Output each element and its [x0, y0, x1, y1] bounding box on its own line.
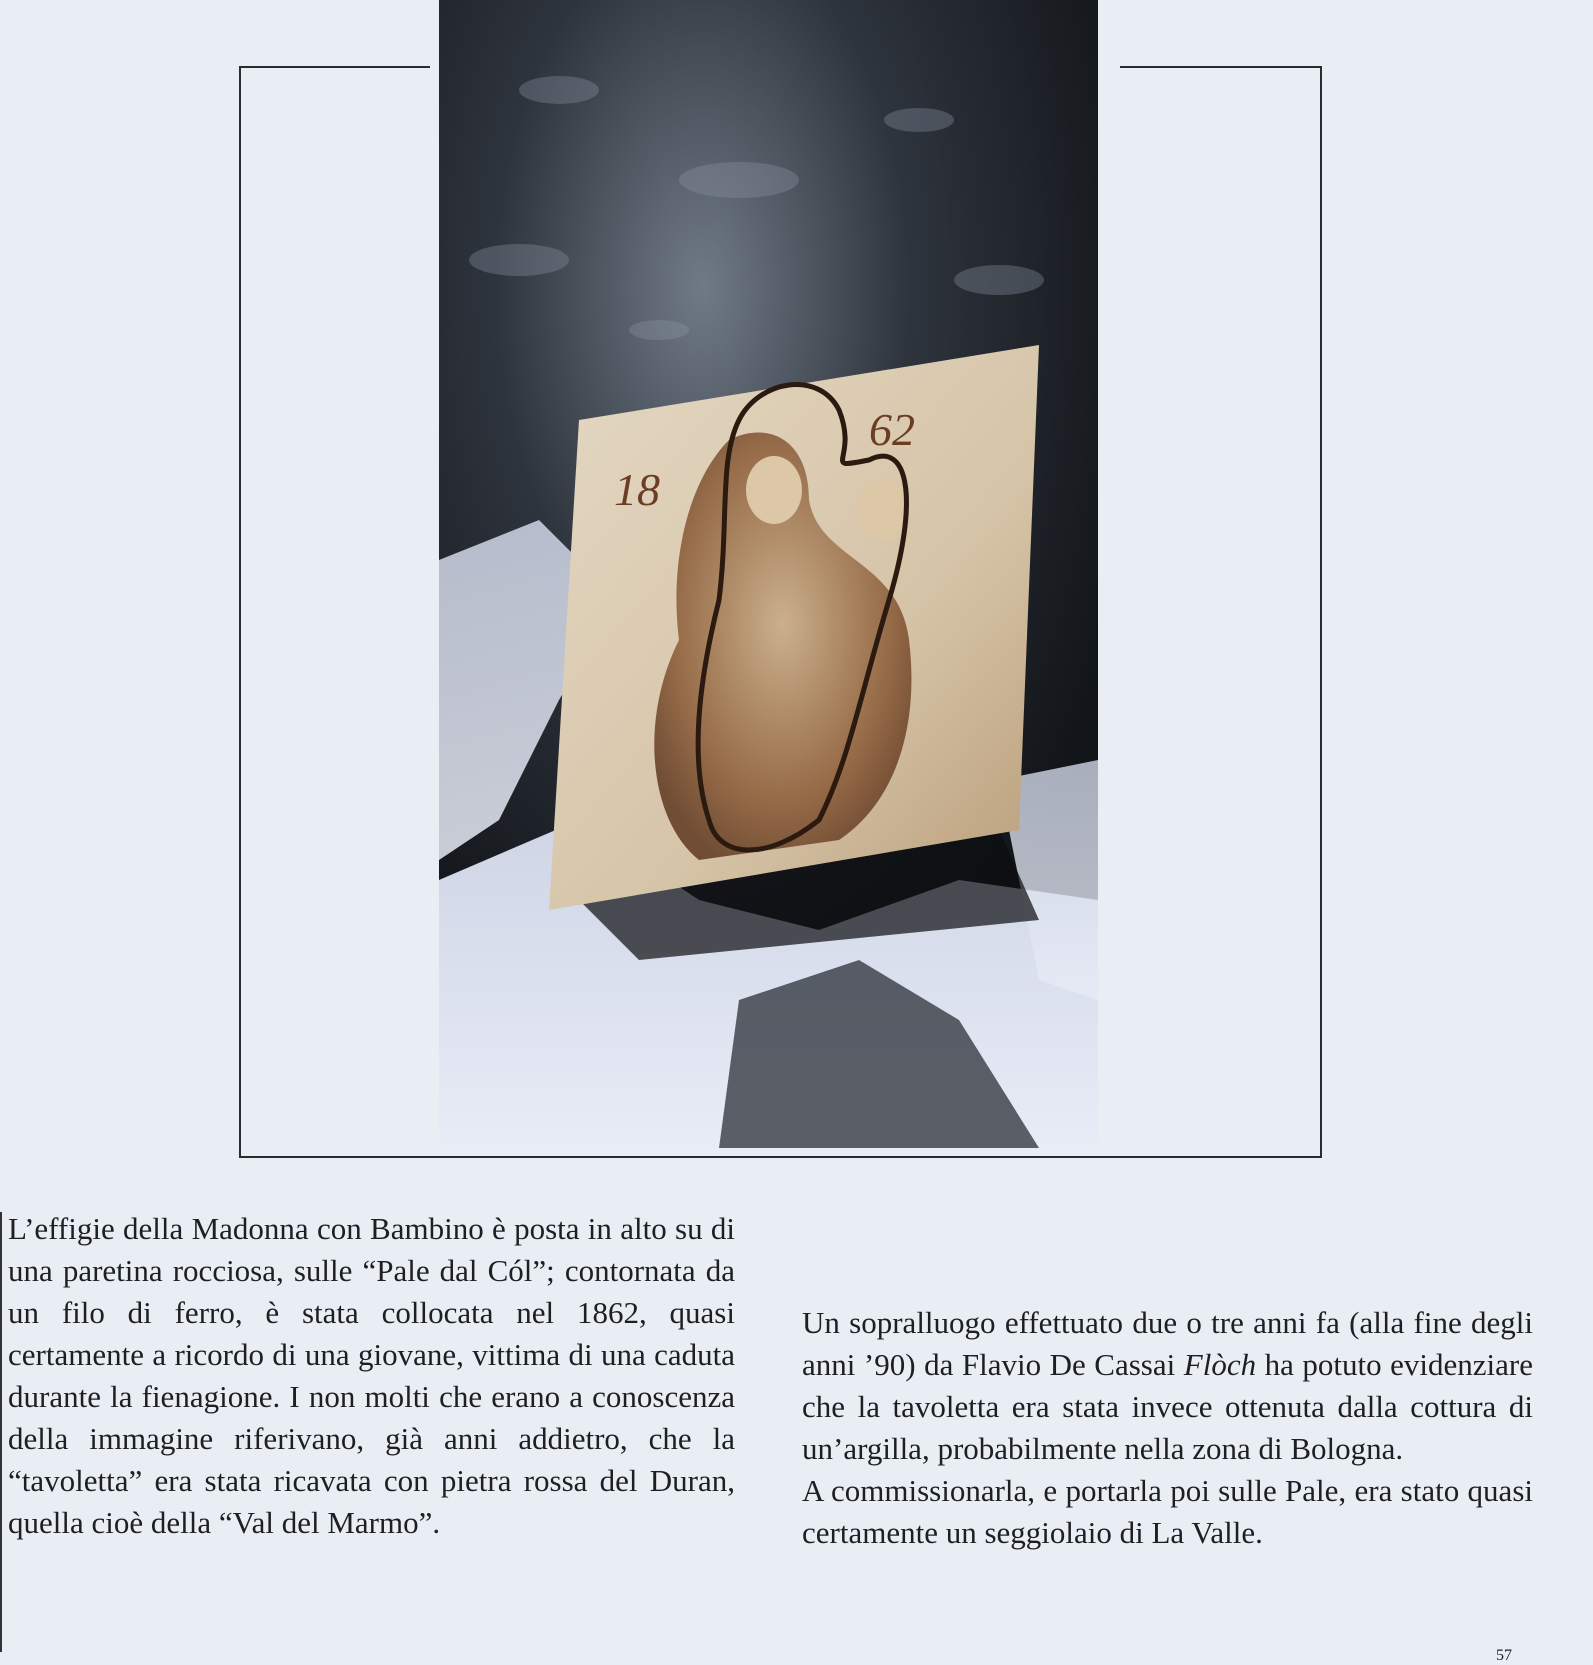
- right-paragraph-1: [802, 1302, 1533, 1470]
- left-margin-rule: [0, 1212, 2, 1652]
- right-paragraph-2: A commissionarla, e portarla poi sulle Pale, era stato quasi certamente un seggiolaio di La Valle.: [802, 1473, 1533, 1550]
- right-paragraph-1-end: ha potuto evidenziare che la tavoletta era stata invece ottenuta dalla cottura di un’argilla, probabilmente nella zona di Bologna.: [802, 1347, 1533, 1466]
- caption-right-column: [802, 1302, 1533, 1554]
- plaque-year-right: 62: [869, 404, 915, 455]
- plaque-year-left: 18: [614, 464, 660, 515]
- photo-madonna-relief: [439, 0, 1098, 1148]
- photo-illustration: [439, 0, 1098, 1148]
- left-paragraph: L’effigie della Madonna con Bambino è posta in alto su di una paretina rocciosa, sulle “Pale dal Cól”; contornata da un filo di ferro, è stata collocata nel 1862, quasi certamente a ricordo di una giovane, vittima di una caduta durante la fienagione. I non molti che erano a conoscenza della immagine riferivano, già anni addietro, che la “tavoletta” era stata ricavata con pietra rossa del Duran, quella cioè della “Val del Marmo”.: [8, 1211, 735, 1540]
- right-paragraph-1-start: Un sopralluogo effettuato due o tre anni fa (alla fine degli anni ’90) da Flavio De Cassai: [802, 1305, 1533, 1382]
- page-number: 57: [1496, 1647, 1512, 1664]
- nickname-italic: Flòch: [1183, 1347, 1257, 1382]
- caption-left-column: [8, 1208, 735, 1544]
